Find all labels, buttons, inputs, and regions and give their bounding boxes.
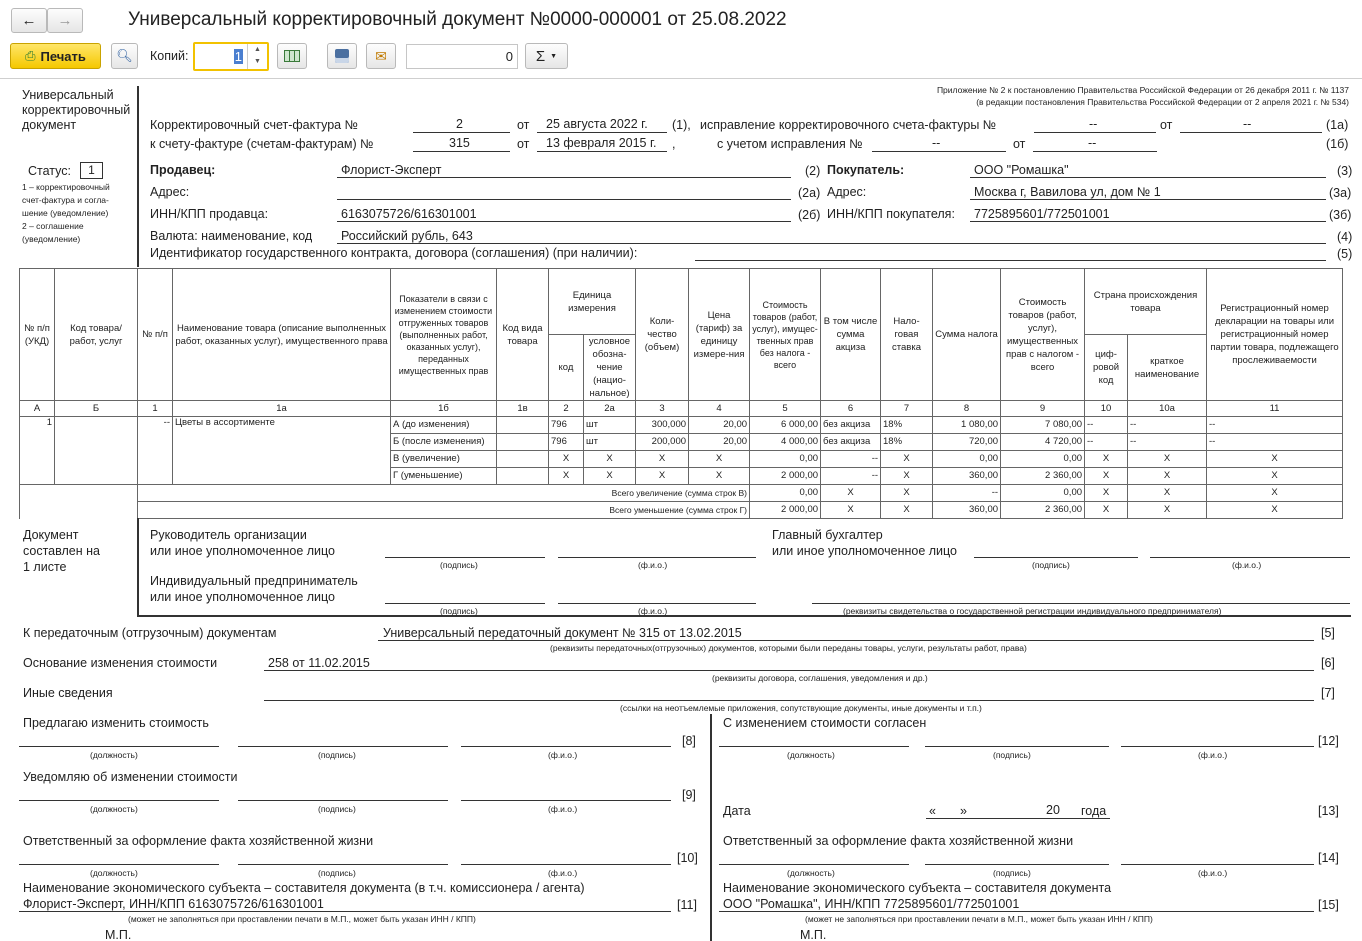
stamp-right: М.П.	[800, 928, 827, 941]
date-quote-open: «	[929, 804, 936, 818]
currency-label: Валюта: наименование, код	[150, 229, 313, 243]
arrow-left-icon: ←	[21, 12, 37, 29]
transfer-code: [5]	[1321, 626, 1335, 640]
basis-label: Основание изменения стоимости	[23, 656, 218, 670]
transfer-doc: Универсальный передаточный документ № 315 от 13.02.2015	[383, 626, 742, 640]
counter-field[interactable]	[406, 44, 518, 69]
subject-right: ООО "Ромашка", ИНН/КПП 7725895601/772501001	[723, 897, 1020, 911]
th-country: Страна происхождения товара	[1085, 269, 1207, 335]
seller-label: Продавец:	[150, 163, 216, 177]
fio-caption: (ф.и.о.)	[548, 804, 578, 814]
resp-code-right: [14]	[1318, 851, 1339, 865]
appendix-note: Приложение № 2 к постановлению Правительства Российской Федерации от 26 декабря 2011 г. № 1137	[936, 85, 1349, 95]
table-row: В (увеличение) X X X X 0,00 -- X 0,00 0,00 X X X	[20, 451, 1343, 468]
window-title: Универсальный корректировочный документ №0000-000001 от 25.08.2022	[128, 9, 787, 30]
inv-date: 13 февраля 2015 г.	[546, 136, 657, 150]
fio-caption: (ф.и.о.)	[1198, 750, 1228, 760]
propose-label: Предлагаю изменить стоимость	[23, 716, 209, 730]
magnifier-icon: 🔍︎	[116, 48, 133, 63]
save-button[interactable]	[327, 43, 357, 69]
seller-inn: 6163075726/616301001	[341, 207, 477, 221]
notify-code: [9]	[682, 788, 696, 802]
th-unit-name: условное обозна-чение (нацио-нальное)	[584, 335, 636, 401]
position-caption: (должность)	[787, 750, 835, 760]
buyer-addr-code: (3а)	[1329, 186, 1352, 200]
fix-label: исправление корректировочного счета-фактуры №	[700, 118, 997, 132]
subject-code-left: [11]	[677, 898, 697, 912]
table-settings-button[interactable]	[277, 43, 307, 69]
th-kind: Код вида товара	[497, 269, 549, 401]
fio-caption: (ф.и.о.)	[548, 868, 578, 878]
position-caption: (должность)	[90, 868, 138, 878]
position-caption: (должность)	[90, 750, 138, 760]
subject-note-right: (может не заполняться при проставлении печати в М.П., может быть указан ИНН / КПП)	[805, 914, 1153, 924]
seller-addr-label: Адрес:	[150, 185, 190, 199]
inv-fix-number: --	[932, 136, 941, 150]
back-button[interactable]	[11, 8, 47, 33]
inv-fix-date: --	[1088, 136, 1097, 150]
currency: Российский рубль, 643	[341, 229, 473, 243]
table-row: Б (после изменения) 796 шт 200,000 20,00 4 000,00 без акциза 18% 720,00 4 720,00 -- -- --	[20, 434, 1343, 451]
buyer-inn-label: ИНН/КПП покупателя:	[827, 207, 955, 221]
toolbar-divider	[0, 78, 1362, 79]
position-caption: (должность)	[90, 804, 138, 814]
envelope-icon: ✉	[375, 47, 387, 64]
inv-fix-label: с учетом исправления №	[717, 137, 863, 151]
subject-code-right: [15]	[1318, 898, 1339, 912]
seller-addr-code: (2а)	[798, 186, 821, 200]
buyer-addr: Москва г, Вавилова ул, дом № 1	[974, 185, 1161, 199]
grid-icon	[284, 50, 300, 62]
sign-caption: (подпись)	[440, 606, 478, 616]
arrow-right-icon: →	[57, 12, 73, 29]
seller-inn-code: (2б)	[798, 208, 821, 222]
fix-date: --	[1243, 117, 1252, 131]
date-century: 20	[1046, 803, 1060, 817]
agree-code: [12]	[1318, 734, 1339, 748]
appendix-note-2: (в редакции постановления Правительства Российской Федерации от 2 апреля 2021 г. № 534)	[976, 97, 1349, 107]
goods-table	[19, 268, 1343, 519]
forward-button[interactable]	[47, 8, 83, 33]
column-numbers-row: А Б 1 1а 1б 1в 2 2а 3 4 5 6 7 8 9 10 10а 11	[20, 401, 1343, 417]
seller-name: Флорист-Эксперт	[341, 163, 442, 177]
sum-button[interactable]	[525, 43, 568, 69]
frame-line	[137, 86, 139, 267]
cf-code: (1),	[672, 118, 691, 132]
cf-date: 25 августа 2022 г.	[546, 117, 648, 131]
inv-comma: ,	[672, 137, 676, 151]
sigma-icon: Σ	[535, 47, 546, 65]
fix-ot: от	[1160, 118, 1173, 132]
th-excise: В том числе сумма акциза	[821, 269, 881, 401]
th-indicators: Показатели в связи с изменением стоимости отгруженных товаров (выполненных работ, оказанных услуг), переданных имущественных прав	[391, 269, 497, 401]
status-label: Статус:	[28, 164, 71, 178]
th-reg: Регистрационный номер декларации на товары или регистрационный номер партии товара, подлежащего прослеживаемости	[1207, 269, 1343, 401]
subject-label-right: Наименование экономического субъекта – составителя документа	[723, 881, 1112, 895]
subject-left: Флорист-Эксперт, ИНН/КПП 6163075726/616301001	[23, 897, 324, 911]
table-row: Г (уменьшение) X X X X 2 000,00 -- X 360,00 2 360,00 X X X	[20, 468, 1343, 485]
total-increase-row: Всего увеличение (сумма строк В) 0,00 X X -- 0,00 X X X	[20, 485, 1343, 502]
notify-label: Уведомляю об изменении стоимости	[23, 770, 238, 784]
basis-note: (реквизиты договора, соглашения, уведомления и др.)	[712, 673, 928, 683]
buyer-name: ООО "Ромашка"	[974, 163, 1069, 177]
position-caption: (должность)	[787, 868, 835, 878]
cf-number: 2	[456, 117, 463, 131]
head-label: Руководитель организации или иное уполномоченное лицо	[150, 528, 336, 558]
contract-label: Идентификатор государственного контракта, договора (соглашения) (при наличии):	[150, 246, 638, 260]
buyer-addr-label: Адрес:	[827, 185, 867, 199]
copies-input[interactable]	[193, 42, 269, 71]
th-unit-code: код	[549, 335, 584, 401]
ip-label: Индивидуальный предприниматель или иное уполномоченное лицо	[150, 574, 358, 604]
th-country-code: циф-ровой код	[1085, 335, 1128, 401]
floppy-icon	[335, 49, 349, 63]
th-rate: Нало-говая ставка	[881, 269, 933, 401]
th-num: № п/п	[138, 269, 173, 401]
printer-icon: ⎙	[25, 48, 36, 63]
date-quote-close: »	[960, 804, 967, 818]
agree-label: С изменением стоимости согласен	[723, 716, 927, 730]
print-button[interactable]	[10, 43, 101, 69]
other-code: [7]	[1321, 686, 1335, 700]
print-label: Печать	[40, 48, 86, 64]
status-box: 1	[80, 162, 103, 179]
th-cost: Стоимость товаров (работ, услуг), имущес-твенных прав без налога - всего	[750, 269, 821, 401]
th-country-name: краткое наименование	[1128, 335, 1207, 401]
th-code: Код товара/ работ, услуг	[55, 269, 138, 401]
other-label: Иные сведения	[23, 686, 113, 700]
buyer-code: (3)	[1337, 164, 1353, 178]
th-unit: Единица измерения	[549, 269, 636, 335]
preview-button[interactable]	[111, 43, 138, 69]
th-total: Стоимость товаров (работ, услуг), имущественных прав с налогом - всего	[1001, 269, 1085, 401]
inv-number: 315	[449, 136, 470, 150]
fio-caption: (ф.и.о.)	[1198, 868, 1228, 878]
transfer-note: (реквизиты передаточных(отгрузочных) документов, которыми были переданы товары, услуги, результаты работ, права)	[550, 643, 1027, 653]
inv-ot: от	[517, 137, 530, 151]
copies-value: 1	[234, 49, 242, 64]
cf-label: Корректировочный счет-фактура №	[150, 118, 358, 132]
doc-kind-title: Универсальный корректировочный документ	[22, 88, 131, 132]
fio-caption: (ф.и.о.)	[638, 606, 668, 616]
date-year-label: года	[1081, 804, 1107, 818]
currency-code: (4)	[1337, 230, 1353, 244]
subject-label-left: Наименование экономического субъекта – составителя документа (в т.ч. комиссионера / агента)	[23, 881, 585, 895]
seller-code: (2)	[805, 164, 821, 178]
total-decrease-row: Всего уменьшение (сумма строк Г) 2 000,00 X X 360,00 2 360,00 X X X	[20, 502, 1343, 519]
stamp-left: М.П.	[105, 928, 132, 941]
inv-label: к счету-фактуре (счетам-фактурам) №	[150, 137, 374, 151]
subject-note-left: (может не заполняться при проставлении печати в М.П., может быть указан ИНН / КПП)	[128, 914, 476, 924]
th-price: Цена (тариф) за единицу измере-ния	[689, 269, 750, 401]
table-row: 1 -- Цветы в ассортименте А (до изменения) 796 шт 300,000 20,00 6 000,00 без акциза 18% 1 080,00 7 080,00 -- -- --	[20, 417, 1343, 434]
cf-ot: от	[517, 118, 530, 132]
sign-caption: (подпись)	[1032, 560, 1070, 570]
sign-caption: (подпись)	[993, 750, 1031, 760]
date-label: Дата	[723, 804, 751, 818]
th-tax: Сумма налога	[933, 269, 1001, 401]
sign-caption: (подпись)	[318, 868, 356, 878]
counter-value: 0	[505, 49, 513, 64]
sign-caption: (подпись)	[318, 804, 356, 814]
fix-number: --	[1089, 117, 1098, 131]
th-name: Наименование товара (описание выполненных работ, оказанных услуг), имущественного права	[173, 269, 391, 401]
buyer-inn: 7725895601/772501001	[974, 207, 1110, 221]
contract-code: (5)	[1337, 247, 1353, 261]
sign-caption: (подпись)	[318, 750, 356, 760]
status-notes: 1 – корректировочный счет-фактура и согла- шение (уведомление) 2 – соглашение (уведомление)	[22, 182, 110, 244]
email-button[interactable]	[366, 43, 396, 69]
sign-caption: (подпись)	[440, 560, 478, 570]
th-qty: Коли-чество (объем)	[636, 269, 689, 401]
fio-caption: (ф.и.о.)	[548, 750, 578, 760]
resp-label-left: Ответственный за оформление факта хозяйственной жизни	[23, 834, 374, 848]
chevron-down-icon: ▼	[550, 52, 558, 60]
th-ukd: № п/п (УКД)	[20, 269, 55, 401]
seller-inn-label: ИНН/КПП продавца:	[150, 207, 269, 221]
ip-req-caption: (реквизиты свидетельства о государственной регистрации индивидуального предпринимателя)	[843, 606, 1222, 616]
fix-code: (1а)	[1326, 118, 1349, 132]
inv-code: (1б)	[1326, 137, 1349, 151]
date-code: [13]	[1318, 804, 1339, 818]
copies-label: Копий:	[150, 49, 189, 63]
fio-caption: (ф.и.о.)	[1232, 560, 1262, 570]
sign-caption: (подпись)	[993, 868, 1031, 878]
resp-label-right: Ответственный за оформление факта хозяйственной жизни	[723, 834, 1074, 848]
chief-label: Главный бухгалтер или иное уполномоченное лицо	[772, 528, 958, 558]
buyer-label: Покупатель:	[827, 163, 905, 177]
basis-code: [6]	[1321, 656, 1335, 670]
inv-fix-ot: от	[1013, 137, 1026, 151]
basis-value: 258 от 11.02.2015	[268, 656, 370, 670]
propose-code: [8]	[682, 734, 696, 748]
other-note: (ссылки на неотъемлемые приложения, сопутствующие документы, иные документы и т.п.)	[620, 703, 982, 713]
resp-code-left: [10]	[677, 851, 698, 865]
copies-spinner[interactable]: ▲ ▼	[247, 44, 267, 69]
buyer-inn-code: (3б)	[1329, 208, 1352, 222]
doc-sheets: Документ составлен на 1 листе	[23, 528, 100, 574]
fio-caption: (ф.и.о.)	[638, 560, 668, 570]
transfer-label: К передаточным (отгрузочным) документам	[23, 626, 277, 640]
